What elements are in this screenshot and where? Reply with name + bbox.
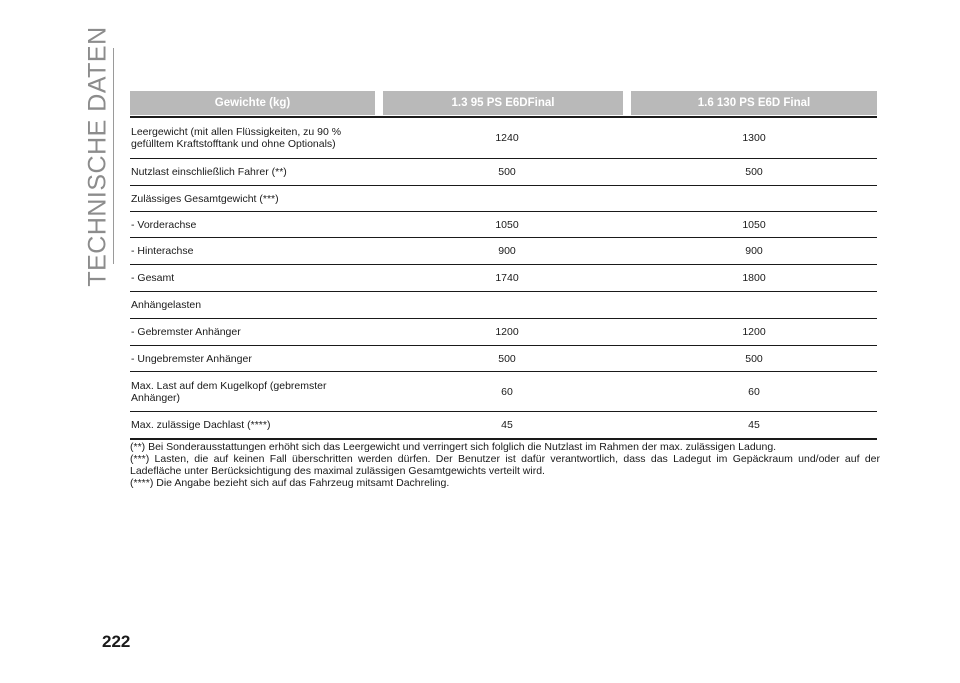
row-value-2: 1300 <box>742 132 766 144</box>
table-row <box>130 186 877 212</box>
row-label: Zulässiges Gesamtgewicht (***) <box>131 192 279 205</box>
weights-table <box>130 91 877 440</box>
header-weights: Gewichte (kg) <box>130 91 375 115</box>
table-row <box>130 292 877 319</box>
row-label: - Vorderachse <box>131 218 197 231</box>
table-row <box>130 212 877 238</box>
row-value-1: 500 <box>498 352 516 365</box>
row-value-2: 500 <box>745 166 763 178</box>
row-value-2: 1200 <box>742 326 766 338</box>
row-value-2: 45 <box>748 419 760 431</box>
footnotes <box>130 441 880 489</box>
row-label: - Ungebremster Anhänger <box>131 352 252 365</box>
row-value-2: 1050 <box>742 218 766 231</box>
table-header <box>130 91 877 115</box>
table-row <box>130 159 877 186</box>
row-label: - Gesamt <box>131 272 175 284</box>
row-value-1: 1740 <box>495 272 519 284</box>
table-row <box>130 238 877 265</box>
table-row <box>130 372 877 412</box>
row-label: Max. zulässige Dachlast (****) <box>131 419 271 431</box>
row-value-1: 1050 <box>495 218 519 231</box>
row-value-1: 60 <box>501 385 513 398</box>
page-number: 222 <box>102 632 131 651</box>
row-label: Anhängelasten <box>131 299 202 311</box>
row-value-1: 900 <box>498 245 516 257</box>
row-label: Max. Last auf dem Kugelkopf (gebremster Anhänger) <box>131 379 327 404</box>
section-title-text: TECHNISCHE DATEN <box>83 25 112 287</box>
table-row <box>130 346 877 372</box>
header-engine-1: 1.3 95 PS E6DFinal <box>383 91 623 115</box>
row-value-2: 1800 <box>742 272 766 284</box>
row-label: - Hinterachse <box>131 245 194 257</box>
row-value-1: 1200 <box>495 326 519 338</box>
table-row <box>130 118 877 159</box>
row-value-2: 900 <box>745 245 763 257</box>
row-value-1: 1240 <box>495 132 519 144</box>
row-label: Nutzlast einschließlich Fahrer (**) <box>131 166 287 178</box>
row-value-2: 60 <box>748 385 760 398</box>
footnote: (**) Bei Sonderausstattungen erhöht sich das Leergewicht und verringert sich folglich die Nutzlast im Rahmen der max. zulässigen Ladung. <box>130 441 777 453</box>
section-title-rule <box>113 48 114 264</box>
row-value-2: 500 <box>745 352 763 365</box>
table-row <box>130 319 877 346</box>
table-row <box>130 412 877 440</box>
row-value-1: 500 <box>498 166 516 178</box>
section-title <box>83 25 112 287</box>
footnote: (****) Die Angabe bezieht sich auf das Fahrzeug mitsamt Dachreling. <box>130 477 450 489</box>
footnote: (***) Lasten, die auf keinen Fall überschritten werden dürfen. Der Benutzer ist dafür verantwortlich, dass das Ladegut im Gepäckraum und/oder auf der Ladefläche unter Berücksichtigung des maximal zulässigen Gesamtgewichts verteilt wird. <box>130 453 880 477</box>
table-row <box>130 265 877 292</box>
row-label: - Gebremster Anhänger <box>131 326 241 338</box>
row-value-1: 45 <box>501 419 513 431</box>
row-label: Leergewicht (mit allen Flüssigkeiten, zu 90 % gefülltem Kraftstofftank und ohne Optionals) <box>131 126 342 150</box>
header-engine-2: 1.6 130 PS E6D Final <box>631 91 877 115</box>
